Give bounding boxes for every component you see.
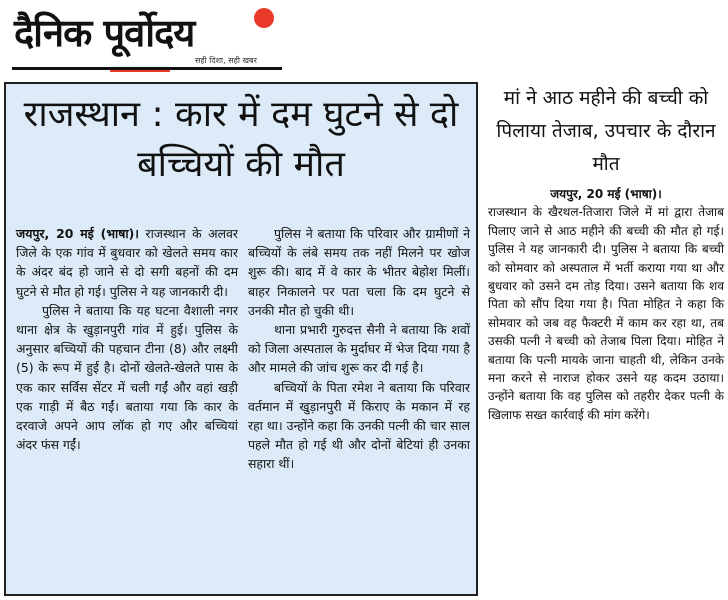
side-article-dateline: जयपुर, 20 मई (भाषा)। xyxy=(550,187,662,201)
main-article-paragraph: थाना प्रभारी गुरुदत्त सैनी ने बताया कि शवों को जिला अस्पताल के मुर्दाघर में भेज दिया गया है और मामले की जांच शुरू कर दी गई है। xyxy=(248,322,470,376)
main-article-paragraph: पुलिस ने बताया कि परिवार और ग्रामीणों ने बच्चियों के लंबे समय तक नहीं मिलने पर खोज शुरू की। बाद में वे कार के भीतर बेहोश मिलीं। बाहर निकालने पर पता चला कि दम घुटने से उनकी मौत हो चुकी थी। xyxy=(248,226,470,318)
masthead-tagline: सही दिशा, सही खबर xyxy=(195,56,257,65)
main-article-dateline: जयपुर, 20 मई (भाषा)। xyxy=(16,226,139,241)
main-article-paragraph: बच्चियों के पिता रमेश ने बताया कि परिवार वर्तमान में खुड़ानपुरी में किराए के मकान में रह रहा था। उन्होंने कहा कि उनकी पत्नी की चार साल पहले मौत हो गई थी और दोनों बेटियां ही उनका सहारा थीं। xyxy=(248,379,470,472)
main-article-column-right xyxy=(248,224,470,474)
main-article-paragraph: पुलिस ने बताया कि यह घटना वैशाली नगर थाना क्षेत्र के खुड़ानपुरी गांव में हुई। पुलिस के अनुसार बच्चियों की पहचान टीना (8) और लक्ष्मी (5) के रूप में हुई है। दोनों खेलते-खेलते पास के एक कार सर्विस सेंटर में चली गईं और वहां खड़ी एक गाड़ी में बैठ गईं। बताया गया कि कार के दरवाजे अपने आप लॉक हो गए और बच्चियां अंदर फंस गईं। xyxy=(16,302,238,453)
masthead xyxy=(0,0,300,78)
main-article xyxy=(4,82,478,596)
main-article-column-left xyxy=(16,224,238,454)
newspaper-logo: दैनिक पूर्वोदय xyxy=(14,11,195,55)
main-article-headline: राजस्थान : कार में दम घुटने से दो बच्चियों की मौत xyxy=(23,94,459,185)
side-article xyxy=(488,82,724,424)
logo-red-dot-icon xyxy=(254,8,274,28)
side-article-body xyxy=(488,185,724,424)
side-article-paragraph: राजस्थान के खैरथल-तिजारा जिले में मां द्वारा तेजाब पिलाए जाने से आठ महीने की बच्ची की मौत हो गई। पुलिस ने यह जानकारी दी। पुलिस ने बताया कि बच्ची को सोमवार को अस्पताल में भर्ती कराया गया था और बुधवार को उसने दम तोड़ दिया। उसने बताया कि शव पिता को सौंप दिया गया है। पिता मोहित ने कहा कि सोमवार को जब वह फैक्टरी में काम कर रहा था, तब उसकी पत्नी ने बच्ची को तेजाब पिला दिया। मोहित ने बताया कि पत्नी मायके जाना चाहती थी, लेकिन उनके मना करने से नाराज होकर उसने यह कदम उठाया। उन्होंने बताया कि वह पुलिस को तहरीर देकर पत्नी के खिलाफ सख्त कार्रवाई की मांग करेंगे। xyxy=(488,205,724,422)
main-article-paragraph: राजस्थान के अलवर जिले के एक गांव में बुधवार को खेलते समय कार के अंदर बंद हो जाने से दो सगी बहनों की दम घुटने से मौत हो गई। पुलिस ने यह जानकारी दी। xyxy=(16,226,238,299)
side-article-headline: मां ने आठ महीने की बच्ची को पिलाया तेजाब, उपचार के दौरान मौत xyxy=(496,87,716,175)
masthead-accent-line xyxy=(110,70,170,72)
